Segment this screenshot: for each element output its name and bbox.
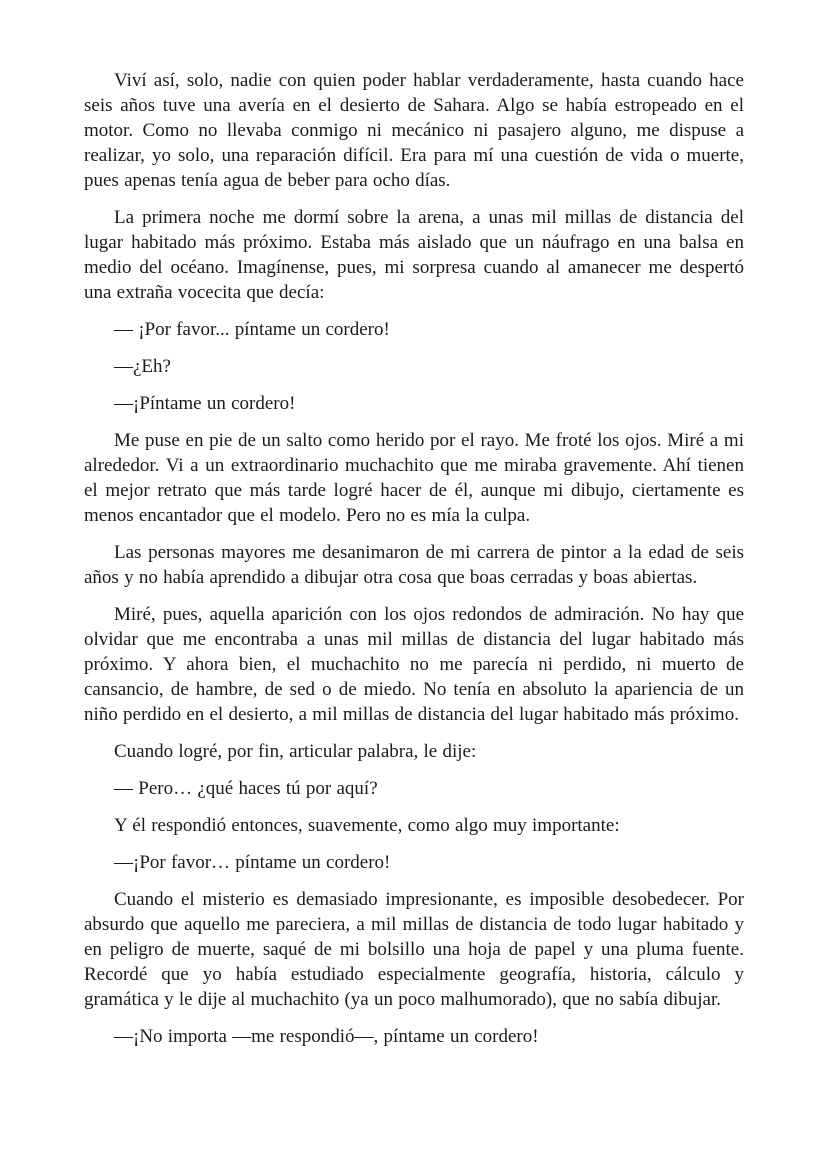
paragraph-narration-3: Me puse en pie de un salto como herido por el rayo. Me froté los ojos. Miré a mi alrededor. Vi a un extraordinario muchachito que me miraba gravemente. Ahí tienen el mejor retrato que más tarde logré hacer de él, aunque mi dibujo, ciertamente es menos encantador que el modelo. Pero no es mía la culpa. (84, 430, 744, 526)
dialogue-line-3: —¡Píntame un cordero! (114, 393, 296, 414)
paragraph-narration-1: Viví así, solo, nadie con quien poder hablar verdaderamente, hasta cuando hace seis años tuve una avería en el desierto de Sahara. Algo se había estropeado en el motor. Como no llevaba conmigo ni mecánico ni pasajero alguno, me dispuse a realizar, yo solo, una reparación difícil. Era para mí una cuestión de vida o muerte, pues apenas tenía agua de beber para ocho días. (84, 70, 744, 191)
dialogue-line-4: — Pero… ¿qué haces tú por aquí? (114, 778, 378, 799)
paragraph-narration-8: Cuando el misterio es demasiado impresionante, es imposible desobedecer. Por absurdo que aquello me pareciera, a mil millas de distancia de todo lugar habitado y en peligro de muerte, saqué de mi bolsillo una hoja de papel y una pluma fuente. Recordé que yo había estudiado especialmente geografía, historia, cálculo y gramática y le dije al muchachito (ya un poco malhumorado), que no sabía dibujar. (84, 889, 744, 1010)
paragraph-narration-2: La primera noche me dormí sobre la arena, a unas mil millas de distancia del lugar habitado más próximo. Estaba más aislado que un náufrago en una balsa en medio del océano. Imagínense, pues, mi sorpresa cuando al amanecer me despertó una extraña vocecita que decía: (84, 207, 744, 303)
paragraph-narration-4: Las personas mayores me desanimaron de mi carrera de pintor a la edad de seis años y no había aprendido a dibujar otra cosa que boas cerradas y boas abiertas. (84, 542, 744, 588)
dialogue-line-5: —¡Por favor… píntame un cordero! (114, 852, 391, 873)
paragraph-narration-6: Cuando logré, por fin, articular palabra, le dije: (114, 741, 477, 762)
dialogue-line-1: — ¡Por favor... píntame un cordero! (114, 319, 390, 340)
dialogue-line-2: —¿Eh? (114, 356, 171, 377)
page-text-block (84, 68, 744, 1049)
paragraph-narration-5: Miré, pues, aquella aparición con los ojos redondos de admiración. No hay que olvidar que me encontraba a unas mil millas de distancia del lugar habitado más próximo. Y ahora bien, el muchachito no me parecía ni perdido, ni muerto de cansancio, de hambre, de sed o de miedo. No tenía en absoluto la apariencia de un niño perdido en el desierto, a mil millas de distancia del lugar habitado más próximo. (84, 604, 744, 725)
dialogue-line-6: —¡No importa —me respondió—, píntame un cordero! (114, 1026, 539, 1047)
paragraph-narration-7: Y él respondió entonces, suavemente, como algo muy importante: (114, 815, 620, 836)
